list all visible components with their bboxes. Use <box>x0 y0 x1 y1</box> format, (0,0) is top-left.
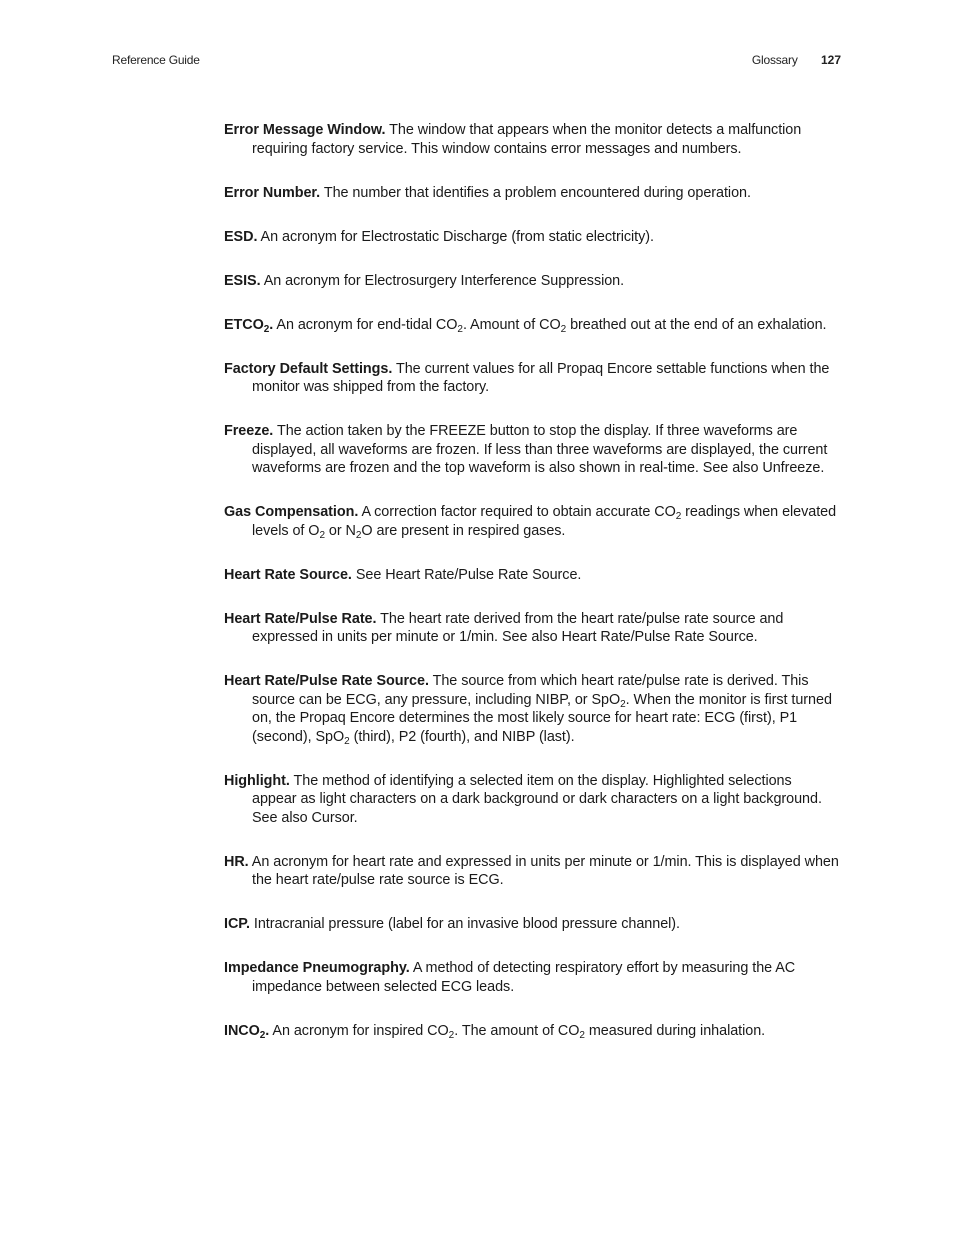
subscript: 2 <box>560 323 567 335</box>
glossary-entry <box>224 272 840 291</box>
glossary-definition: The action taken by the FREEZE button to stop the display. If three waveforms are displayed, all waveforms are frozen. If less than three waveforms are displayed, the current waveforms are frozen and the top waveform is also shown in real-time. See also Unfreeze. <box>252 423 828 476</box>
definition-text: or N <box>324 522 356 539</box>
glossary-definition: See Heart Rate/Pulse Rate Source. <box>355 566 582 583</box>
glossary-term: Gas Compensation. <box>224 504 359 520</box>
guide-title: Reference Guide <box>112 53 200 67</box>
glossary-definition: An acronym for Electrostatic Discharge (from static electricity). <box>260 228 654 245</box>
glossary-term: ESIS. <box>224 272 261 289</box>
glossary-definition: The heart rate derived from the heart rate/pulse rate source and expressed in units per minute or 1/min. See also Heart Rate/Pulse Rate Source. <box>252 610 784 645</box>
term-text: . <box>265 1022 270 1039</box>
glossary-term: Heart Rate/Pulse Rate. <box>224 610 377 627</box>
glossary-definition: The method of identifying a selected item on the display. Highlighted selections appear as light characters on a dark background or dark characters on a light background. See also Cursor. <box>252 772 822 826</box>
subscript: 2 <box>355 529 362 541</box>
subscript: 2 <box>620 698 626 710</box>
glossary-entry <box>224 121 840 158</box>
glossary-term: Error Number. <box>224 184 321 201</box>
glossary-term: Error Message Window. <box>224 122 386 138</box>
definition-text: A correction factor required to obtain accurate CO <box>361 504 676 520</box>
definition-text: An acronym for end-tidal CO <box>276 316 458 333</box>
subscript: 2 <box>263 323 270 335</box>
glossary-entry <box>224 915 840 934</box>
glossary-term <box>224 1023 269 1039</box>
definition-text: O are present in respired gases. <box>361 522 566 539</box>
glossary-term: Impedance Pneumography. <box>224 960 410 976</box>
term-text: . <box>269 316 274 333</box>
glossary-term <box>224 317 273 333</box>
definition-text: . Amount of CO <box>462 316 561 333</box>
glossary-entry <box>224 184 840 203</box>
glossary-entry <box>224 672 840 746</box>
glossary-entry <box>224 853 840 890</box>
glossary-entry <box>224 772 840 828</box>
subscript: 2 <box>579 1029 585 1041</box>
glossary-term: Heart Rate/Pulse Rate Source. <box>224 673 429 689</box>
definition-text: An acronym for inspired CO <box>272 1022 449 1039</box>
glossary-entry <box>224 228 840 247</box>
glossary-definition <box>276 317 826 333</box>
glossary-definition: A method of detecting respiratory effort by measuring the AC impedance between selected ECG leads. <box>252 960 796 995</box>
glossary-definition: Intracranial pressure (label for an invasive blood pressure channel). <box>253 916 680 932</box>
definition-text: measured during inhalation. <box>584 1022 766 1039</box>
glossary-term: Freeze. <box>224 423 274 439</box>
glossary-entry <box>224 959 840 996</box>
glossary-list <box>224 121 840 1066</box>
definition-text: . The amount of CO <box>454 1022 580 1039</box>
glossary-entry <box>224 1022 840 1041</box>
glossary-entry <box>224 503 840 540</box>
page-number: 127 <box>820 53 841 67</box>
running-header <box>112 53 841 69</box>
subscript: 2 <box>675 511 682 522</box>
glossary-entry <box>224 360 840 397</box>
glossary-term: Factory Default Settings. <box>224 360 393 377</box>
glossary-definition: The current values for all Propaq Encore settable functions when the monitor was shipped from the factory. <box>252 360 830 395</box>
glossary-term: ESD. <box>224 228 258 245</box>
glossary-definition: The number that identifies a problem encountered during operation. <box>323 184 751 201</box>
subscript: 2 <box>319 529 325 541</box>
term-text: INCO <box>224 1022 260 1039</box>
glossary-definition: An acronym for heart rate and expressed in units per minute or 1/min. This is displayed when the heart rate/pulse rate source is ECG. <box>251 853 839 888</box>
definition-text: . When the monitor is first turned on, the Propaq Encore determines the most likely source for heart rate: ECG (first), P1 (second), SpO <box>252 691 832 745</box>
glossary-term: HR. <box>224 853 249 870</box>
subscript: 2 <box>259 1029 266 1041</box>
definition-text: The source from which heart rate/pulse rate is derived. This source can be ECG, any pressure, including NIBP, or SpO <box>252 673 809 708</box>
glossary-definition: The window that appears when the monitor detects a malfunction requiring factory service. This window contains error messages and numbers. <box>252 122 802 157</box>
glossary-entry <box>224 316 840 335</box>
definition-text: (third), P2 (fourth), and NIBP (last). <box>349 728 575 745</box>
glossary-term: Heart Rate Source. <box>224 566 352 583</box>
definition-text: readings when elevated levels of O <box>252 504 837 539</box>
glossary-entry <box>224 422 840 478</box>
subscript: 2 <box>344 735 350 747</box>
glossary-definition: An acronym for Electrosurgery Interference Suppression. <box>263 272 625 289</box>
glossary-entry <box>224 610 840 647</box>
glossary-definition <box>272 1023 765 1039</box>
section-title: Glossary <box>751 53 798 67</box>
definition-text: breathed out at the end of an exhalation. <box>566 316 827 333</box>
header-right <box>752 53 841 67</box>
glossary-entry <box>224 566 840 585</box>
subscript: 2 <box>448 1029 455 1041</box>
subscript: 2 <box>457 323 463 335</box>
term-text: ETCO <box>224 316 264 333</box>
glossary-term: Highlight. <box>224 772 290 789</box>
glossary-term: ICP. <box>224 916 250 932</box>
